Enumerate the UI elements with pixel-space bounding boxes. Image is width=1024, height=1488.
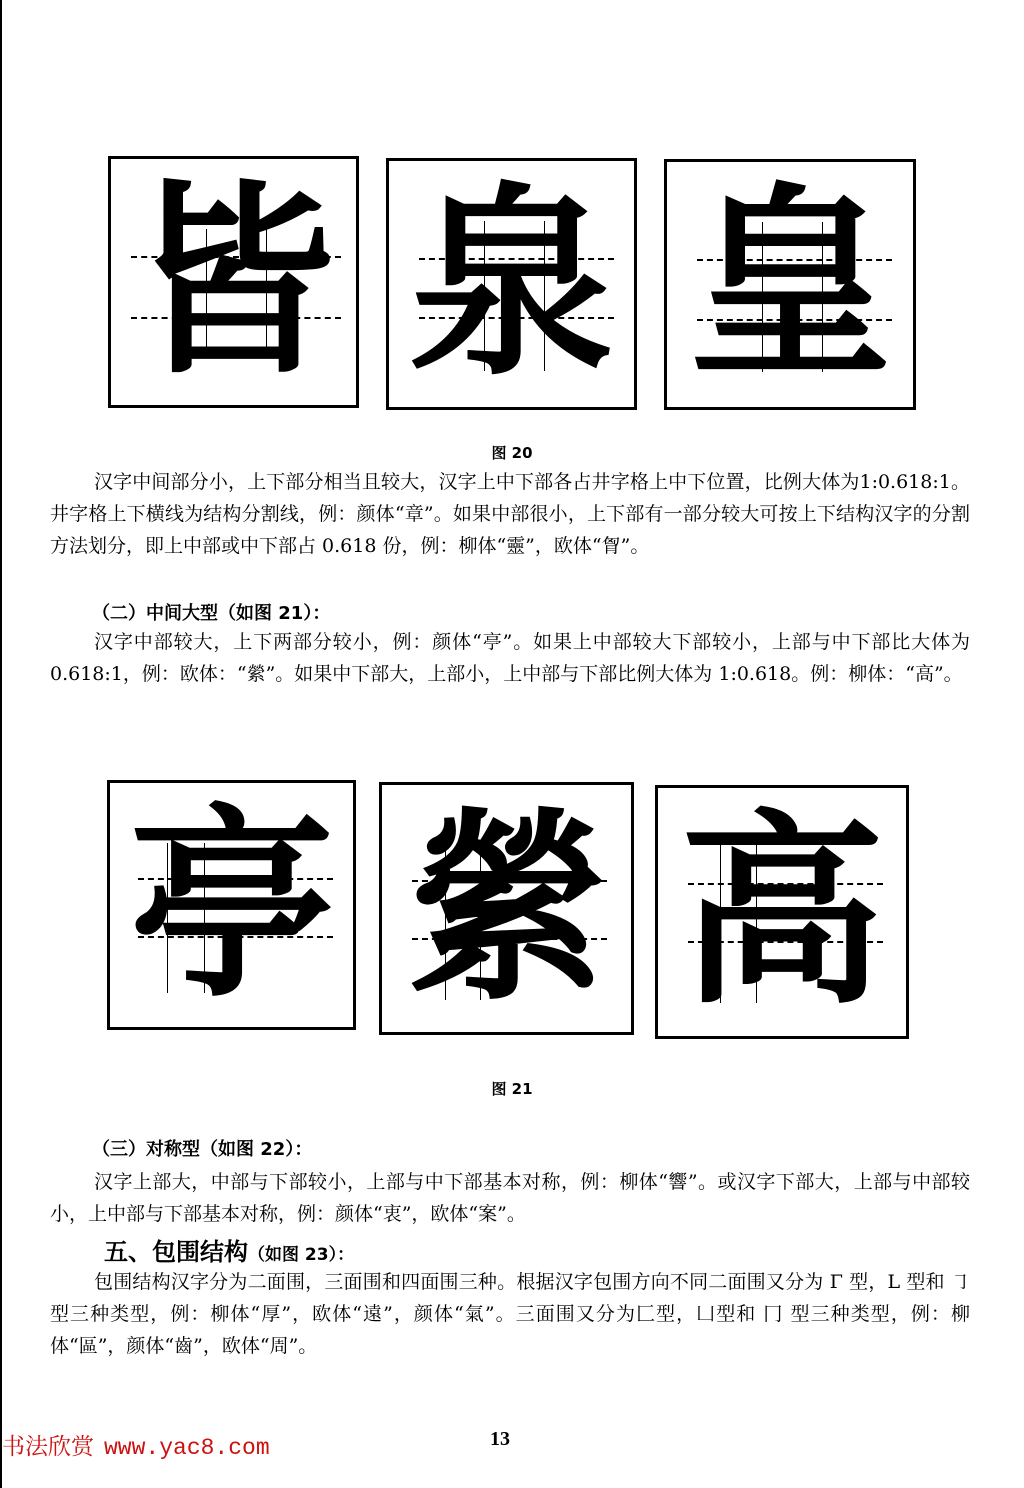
calligraphy-character: 泉 [409, 163, 614, 404]
char-box-6 [655, 785, 909, 1039]
section-5-title: 五、包围结构 [104, 1238, 248, 1266]
subsection-2-heading: （二）中间大型（如图 21）： [92, 603, 331, 624]
page-edge-line [0, 0, 2, 1488]
calligraphy-character: 縈 [404, 788, 609, 1028]
page-number: 13 [490, 1428, 510, 1450]
figure-21-caption: 图 21 [491, 1080, 533, 1098]
calligraphy-character: 高 [679, 791, 885, 1032]
char-box-5 [379, 782, 634, 1035]
char-box-1 [108, 156, 359, 408]
char-box-3 [664, 159, 916, 410]
watermark-text: 书法欣赏 [2, 1434, 94, 1460]
calligraphy-character: 皆 [131, 161, 336, 402]
watermark-url[interactable]: www.yac8.com [104, 1435, 270, 1461]
subsection-3-body: 汉字上部大，中部与下部较小，上部与中下部基本对称，例：柳体“響”。或汉字下部大，上部与中部较小，上中部与下部基本对称，例：颜体“衷”，欧体“案”。 [50, 1171, 970, 1225]
subsection-2-body: 汉字中部较大，上下两部分较小，例：颜体“亭”。如果上中部较大下部较小，上部与中下部比大体为 0.618:1，例：欧体：“縈”。如果中下部大，上部小，上中部与下部比例大体为 1:0.618。例：柳体：“高”。 [50, 631, 970, 685]
calligraphy-character: 亭 [129, 784, 334, 1025]
subsection-3-heading: （三）对称型（如图 22）： [92, 1139, 313, 1160]
char-box-4 [107, 780, 356, 1030]
section-5-figure-ref: （如图 23）： [248, 1245, 355, 1265]
site-watermark [2, 1428, 270, 1461]
section-5-body: 包围结构汉字分为二面围，三面围和四面围三种。根据汉字包围方向不同二面围又分为 Γ 型，L 型和 ㇆ 型三种类型，例：柳体“厚”，欧体“遠”，颜体“氣”。三面围又分为匚型，凵型和 冂 型三种类型，例：柳体“區”，颜体“齒”，欧体“周”。 [50, 1271, 970, 1357]
paragraph-1: 汉字中间部分小，上下部分相当且较大，汉字上中下部各占井字格上中下位置，比例大体为1:0.618:1。井字格上下横线为结构分割线，例：颜体“章”。如果中部很小，上下部有一部分较大可按上下结构汉字的分割方法划分，即上中部或中下部占 0.618 份，例：柳体“靈”，欧体“胷”。 [50, 471, 970, 557]
figure-20-caption: 图 20 [491, 444, 533, 462]
char-box-2 [386, 158, 637, 410]
section-5-heading [104, 1232, 354, 1267]
calligraphy-character: 皇 [687, 164, 893, 404]
